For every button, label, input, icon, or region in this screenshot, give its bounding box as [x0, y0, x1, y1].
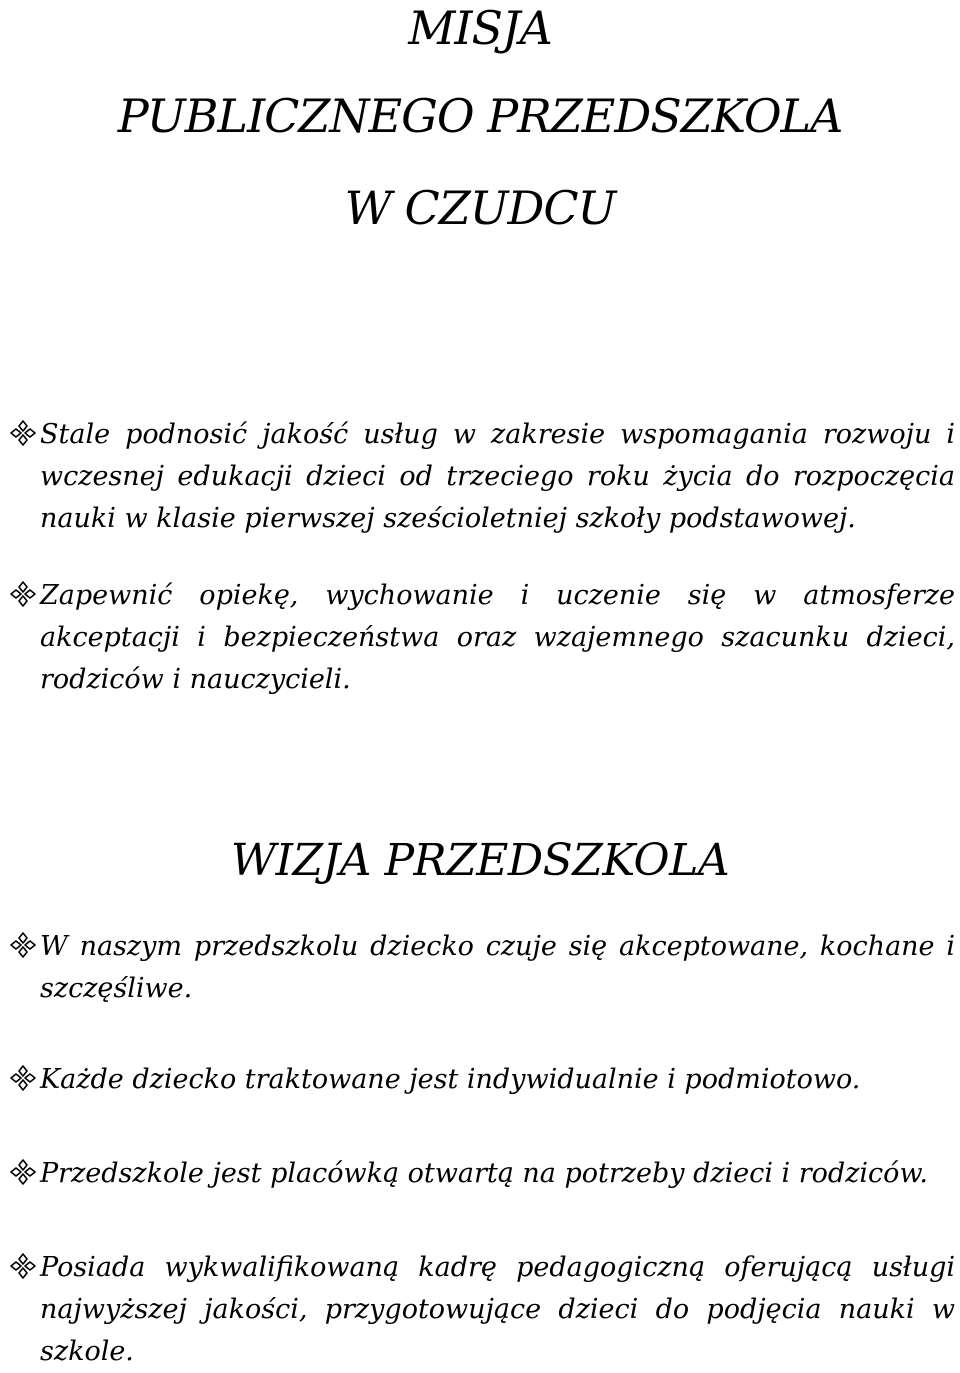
- four-diamond-bullet-icon: [10, 581, 36, 607]
- four-diamond-bullet-icon: [10, 932, 36, 958]
- vision-bullet-text-4: Posiada wykwalifikowaną kadrę pedagogiczną oferującą usługi najwyższej jakości, przygotowujące dzieci do podjęcia nauki w szkole.: [40, 1252, 955, 1367]
- four-diamond-bullet-icon: [10, 1159, 36, 1185]
- four-diamond-bullet-icon: [10, 420, 36, 446]
- mission-title-line-3: W CZUDCU: [344, 181, 616, 235]
- mission-title-line-2: PUBLICZNEGO PRZEDSZKOLA: [117, 89, 843, 143]
- mission-bullet-text-1: Stale podnosić jakość usług w zakresie wspomagania rozwoju i wczesnej edukacji dzieci od trzeciego roku życia do rozpoczęcia nauki w klasie pierwszej sześcioletniej szkoły podstawowej.: [40, 419, 955, 534]
- four-diamond-bullet-icon: [10, 1253, 36, 1279]
- mission-bullet-text-2: Zapewnić opiekę, wychowanie i uczenie się w atmosferze akceptacji i bezpieczeństwa oraz wzajemnego szacunku dzieci, rodziców i nauczycieli.: [40, 580, 955, 695]
- vision-bullet-text-2: Każde dziecko traktowane jest indywidualnie i podmiotowo.: [40, 1064, 861, 1095]
- vision-bullet-text-3: Przedszkole jest placówką otwartą na potrzeby dzieci i rodziców.: [40, 1158, 928, 1189]
- mission-title-line-1: MISJA: [408, 1, 552, 55]
- vision-bullet-text-1: W naszym przedszkolu dziecko czuje się akceptowane, kochane i szczęśliwe.: [40, 931, 955, 1004]
- four-diamond-bullet-icon: [10, 1065, 36, 1091]
- vision-title: WIZJA PRZEDSZKOLA: [230, 835, 730, 886]
